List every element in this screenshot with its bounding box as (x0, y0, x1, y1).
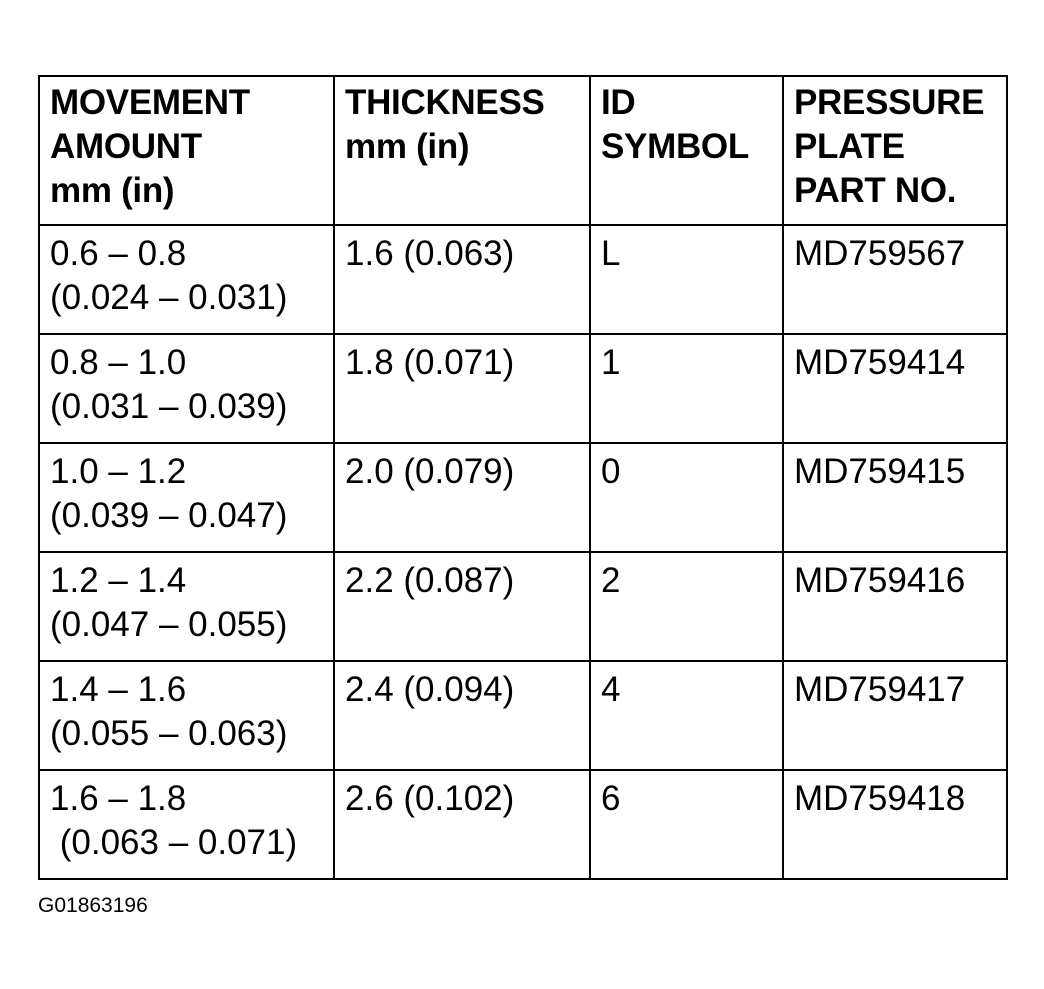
id-symbol-cell: L (590, 225, 783, 334)
thickness-cell: 2.2 (0.087) (334, 552, 590, 661)
part-no-cell: MD759418 (783, 770, 1007, 879)
table-row (39, 552, 1007, 661)
movement-cell (39, 443, 334, 552)
table-row (39, 661, 1007, 770)
thickness-cell: 1.6 (0.063) (334, 225, 590, 334)
id-symbol-cell: 1 (590, 334, 783, 443)
table-row (39, 770, 1007, 879)
part-no-cell: MD759417 (783, 661, 1007, 770)
header-line: SYMBOL (601, 127, 749, 166)
header-line: THICKNESS (345, 83, 545, 122)
header-line: ID (601, 83, 636, 122)
movement-mm: 1.4 – 1.6 (50, 670, 187, 709)
table-header-row (39, 76, 1007, 225)
part-no-cell: MD759567 (783, 225, 1007, 334)
movement-cell (39, 225, 334, 334)
table-row (39, 443, 1007, 552)
movement-in: (0.063 – 0.071) (50, 823, 298, 862)
movement-in: (0.047 – 0.055) (50, 605, 288, 644)
thickness-cell: 2.6 (0.102) (334, 770, 590, 879)
pressure-plate-spec-table (38, 75, 1008, 880)
header-line: mm (in) (345, 127, 470, 166)
table-row (39, 225, 1007, 334)
id-symbol-cell: 6 (590, 770, 783, 879)
id-symbol-cell: 4 (590, 661, 783, 770)
figure-id-label: G01863196 (38, 894, 148, 917)
movement-mm: 0.8 – 1.0 (50, 343, 187, 382)
id-symbol-cell: 0 (590, 443, 783, 552)
movement-mm: 1.2 – 1.4 (50, 561, 187, 600)
header-line: PRESSURE (794, 83, 985, 122)
header-thickness (334, 76, 590, 225)
part-no-cell: MD759415 (783, 443, 1007, 552)
movement-in: (0.055 – 0.063) (50, 714, 288, 753)
part-no-cell: MD759414 (783, 334, 1007, 443)
part-no-cell: MD759416 (783, 552, 1007, 661)
header-line: PART NO. (794, 171, 957, 210)
movement-mm: 1.0 – 1.2 (50, 452, 187, 491)
movement-mm: 1.6 – 1.8 (50, 779, 187, 818)
header-line: mm (in) (50, 171, 175, 210)
header-part-no (783, 76, 1007, 225)
movement-cell (39, 661, 334, 770)
thickness-cell: 2.0 (0.079) (334, 443, 590, 552)
movement-in: (0.031 – 0.039) (50, 387, 288, 426)
header-movement-amount (39, 76, 334, 225)
movement-cell (39, 552, 334, 661)
table-row (39, 334, 1007, 443)
header-line: MOVEMENT (50, 83, 250, 122)
movement-in: (0.039 – 0.047) (50, 496, 288, 535)
header-id-symbol (590, 76, 783, 225)
id-symbol-cell: 2 (590, 552, 783, 661)
movement-cell (39, 334, 334, 443)
movement-cell (39, 770, 334, 879)
header-line: AMOUNT (50, 127, 202, 166)
movement-in: (0.024 – 0.031) (50, 278, 288, 317)
movement-mm: 0.6 – 0.8 (50, 234, 187, 273)
thickness-cell: 2.4 (0.094) (334, 661, 590, 770)
header-line: PLATE (794, 127, 905, 166)
thickness-cell: 1.8 (0.071) (334, 334, 590, 443)
